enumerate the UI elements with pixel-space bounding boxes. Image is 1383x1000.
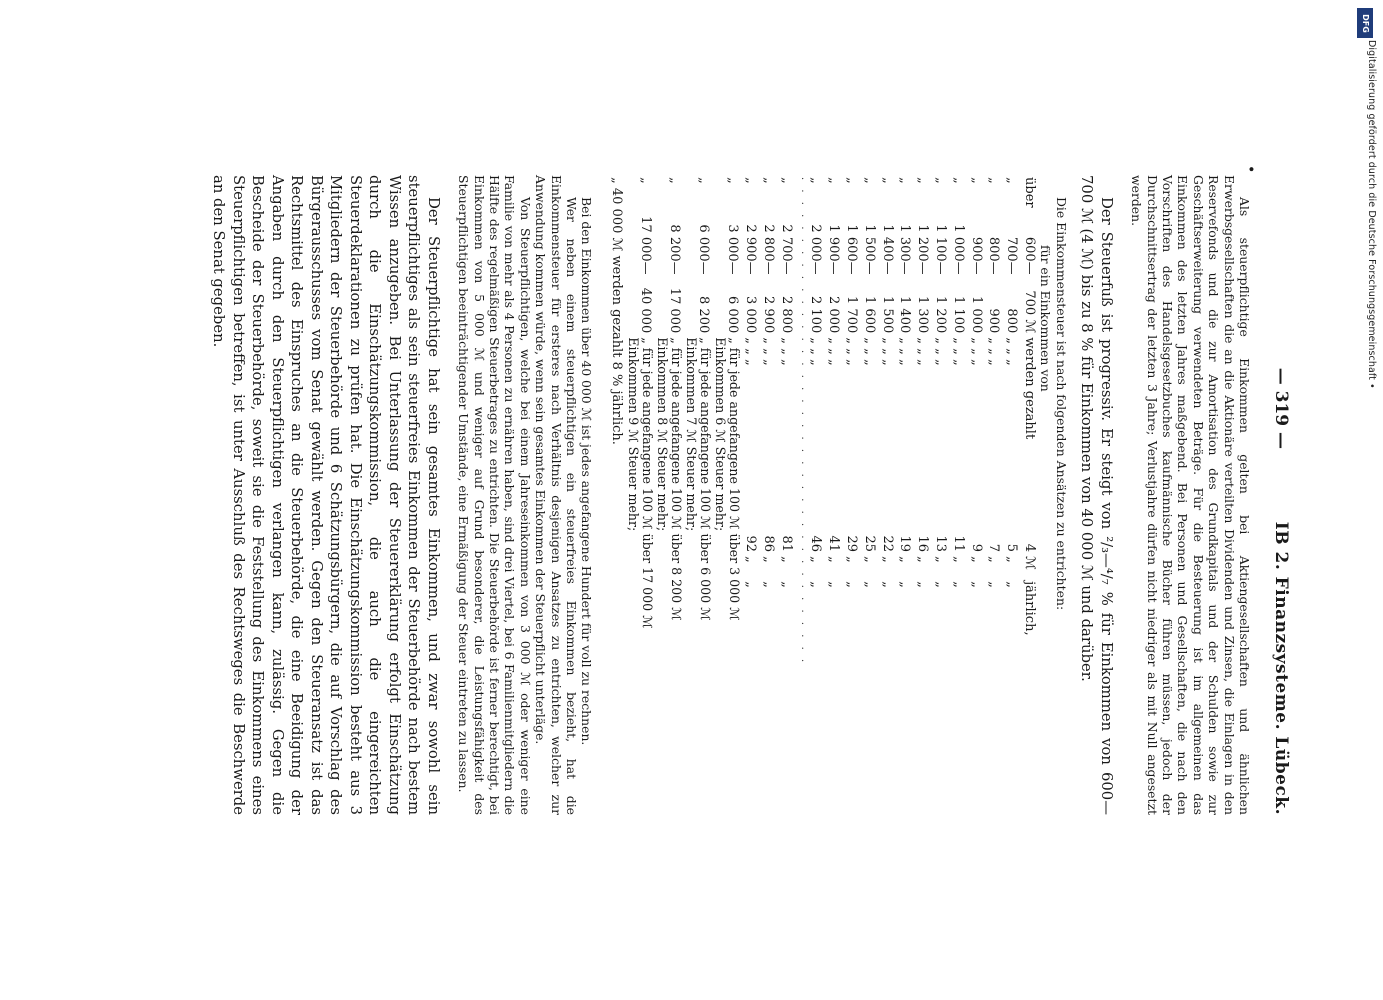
tax-amount: 4 xyxy=(1021,543,1037,553)
income-to: 1 200 xyxy=(932,296,948,334)
page-title: IB 2. Finanzsysteme. Lübeck. xyxy=(1271,521,1291,815)
row-suffix: „ xyxy=(879,581,895,588)
row-prefix: „ xyxy=(667,177,683,184)
row-suffix: „ xyxy=(760,581,776,588)
income-from: 8 200— xyxy=(667,224,683,275)
table-row xyxy=(985,175,1003,667)
tax-unit: „ xyxy=(760,556,776,563)
row-verb: „ „ „ xyxy=(861,337,877,366)
income-to: 1 500 xyxy=(879,296,895,334)
tax-unit: „ xyxy=(778,556,794,563)
row-verb: „ „ „ xyxy=(843,337,859,366)
paragraph-final: Der Steuerpflichtige hat sein gesamtes Einkommen, und zwar sowohl sein steuerpflichtiges als sein steuerfreies Einkommen der Steuerbehörde nach bestem Wissen anzugeben. Bei Unterlassung der Steuererklärung erfolgt Einschätzung durch die Einschätzungskommission, die auch die eingereichten Steuerdeklarationen zu prüfen hat. Die Einschätzungskommission besteht aus 3 Mitgliedern der Steuerbehörde und 6 Schätzungsbürgern, die auf Vorschlag des Bürgerausschusses vom Senat gewählt werden. Gegen den Steueransatz ist das Rechtsmittel des Einspruches an die Steuerbehörde, die eine Beeidigung der Angaben durch den Steuerpflichtigen verlangen kann, zulässig. Gegen die Bescheide der Steuerbehörde, soweit sie die Feststellung des Einkommens eines Steuerpflichtigen betreffen, ist unter Ausschluß des Rechtsweges die Beschwerde an den Senat gegeben. xyxy=(210,175,442,815)
row-prefix: „ xyxy=(742,177,758,184)
row-prefix: „ xyxy=(760,177,776,184)
income-from: 1 600— xyxy=(843,224,859,275)
income-to: 1 300 xyxy=(915,296,931,334)
row-prefix: „ xyxy=(861,177,877,184)
tax-amount: 13 xyxy=(932,535,948,553)
intro-paragraph: Als steuerpflichtige Einkommen gelten bei Aktiengesellschaften und ähnlichen Erwerbsgesellschaften die an die Aktionäre verteilten Dividenden und Zinsen, die Einlagen in den Reservefonds und die zur Amortisation des Grundkapitals und der Schulden sowie zur Geschäftserweiterung verwendeten Beträge. Für die Besteuerung ist im allgemeinen das Einkommen des letzten Jahres maßgebend. Bei Personen und Gesellschaften, die nach den Vorschriften des Handelsgesetzbuches kaufmännische Bücher führen müssen, jedoch der Durchschnittsertrag der letzten 3 Jahre; Verlustjahre dürfen nicht niedriger als mit Null angesetzt werden. xyxy=(1129,175,1252,815)
row-verb: „ „ „ xyxy=(915,337,931,366)
paragraph-hundert: Bei den Einkommen über 40 000 ℳ ist jedes angefangene Hundert für voll zu rechnen. xyxy=(579,197,595,746)
tax-amount: 22 xyxy=(879,535,895,553)
tax-unit: „ xyxy=(826,556,842,563)
table-row-final xyxy=(607,175,625,667)
income-from: 1 200— xyxy=(915,224,931,275)
row-prefix: „ xyxy=(725,177,741,184)
table-row xyxy=(949,175,967,667)
page-content xyxy=(209,175,1291,815)
income-to: 6 000 xyxy=(725,296,741,334)
row-suffix: „ xyxy=(778,581,794,588)
page-header xyxy=(1262,175,1291,815)
row-suffix: „ xyxy=(915,581,931,588)
income-to: 3 000 xyxy=(742,296,758,334)
tax-unit: „ xyxy=(808,556,824,563)
row-prefix: „ xyxy=(843,177,859,184)
income-to: 1 700 xyxy=(843,296,859,334)
tax-unit: „ xyxy=(843,556,859,563)
row-verb: „ „ „ xyxy=(968,337,984,366)
table-row xyxy=(625,175,654,667)
tax-rate-table xyxy=(607,175,1038,667)
page-number: — 319 — xyxy=(1271,367,1291,450)
row-prefix: „ xyxy=(950,177,966,184)
income-to: 17 000 xyxy=(667,287,683,334)
tax-amount: 81 xyxy=(778,535,794,553)
tax-unit: „ xyxy=(915,556,931,563)
row-prefix: „ xyxy=(826,177,842,184)
row-prefix: „ xyxy=(932,177,948,184)
paragraph-neben: Wer neben einem steuerpflichtigen ein steuerfreies Einkommen bezieht, hat die Einkommensteuer für ersteres nach Verhältnis desjenigen Ansatzes zu entrichten, welcher zur Anwendung kommen würde, wenn sein gesamtes Einkommen der Steuerpflicht unterläge. xyxy=(533,175,579,815)
row-prefix: „ xyxy=(897,177,913,184)
table-row xyxy=(1020,175,1038,667)
row-verb: „ „ „ xyxy=(1004,337,1020,366)
row-prefix: „ xyxy=(696,177,712,184)
income-to: 40 000 xyxy=(638,287,654,334)
digitization-credit: Digitalisierung gefördert durch die Deutsche Forschungsgemeinschaft • xyxy=(1366,40,1377,389)
income-to: 900 xyxy=(986,308,1002,334)
table-row xyxy=(777,175,795,667)
row-prefix: über xyxy=(1021,177,1037,208)
tax-amount: 92 xyxy=(742,535,758,553)
row-verb: „ „ „ xyxy=(950,337,966,366)
row-prefix: „ xyxy=(986,177,1002,184)
bullet-mark: • xyxy=(1242,165,1258,174)
table-row xyxy=(683,175,712,667)
income-to: 1 100 xyxy=(950,296,966,334)
tax-amount: 86 xyxy=(760,535,776,553)
tax-unit: „ xyxy=(861,556,877,563)
progressive-paragraph: Der Steuerfuß ist progressiv. Er steigt von ²/₃—⁴/₇ % für Einkommen von 600—700 ℳ (4 ℳ) bis zu 8 % für Einkommen von 40 000 ℳ und darüber. xyxy=(1078,175,1115,815)
row-suffix: „ xyxy=(950,581,966,588)
tax-amount: 41 xyxy=(826,535,842,553)
income-from: 1 000— xyxy=(950,224,966,275)
row-verb: „ „ „ xyxy=(826,337,842,366)
row-prefix: „ xyxy=(638,177,654,184)
income-from: 1 100— xyxy=(932,224,948,275)
tax-amount: 46 xyxy=(808,535,824,553)
row-verb: werden gezahlt xyxy=(1021,337,1037,440)
row-suffix: „ xyxy=(932,581,948,588)
row-suffix: „ xyxy=(968,581,984,588)
dfg-logo: DFG xyxy=(1357,8,1373,38)
table-row xyxy=(913,175,931,667)
row-suffix: „ xyxy=(843,581,859,588)
table-ellipsis-row: · · · · · · · · · · · · · · · · · · · · · · · · · · · · · · · · · · · · · · · · xyxy=(795,177,807,666)
tax-unit: „ xyxy=(950,556,966,563)
table-row xyxy=(842,175,860,667)
row-suffix: „ xyxy=(742,581,758,588)
income-from: 1 400— xyxy=(879,224,895,275)
row-prefix: „ xyxy=(1004,177,1020,184)
tax-unit: „ xyxy=(742,556,758,563)
income-from: 2 700— xyxy=(778,224,794,275)
row-prefix: „ xyxy=(968,177,984,184)
table-row xyxy=(741,175,759,667)
income-from: 2 900— xyxy=(742,224,758,275)
income-from: 3 000— xyxy=(725,224,741,275)
table-row xyxy=(931,175,949,667)
table-row xyxy=(967,175,985,667)
income-from: 600— xyxy=(1021,236,1037,275)
row-suffix: „ xyxy=(1004,581,1020,588)
tax-amount: 29 xyxy=(843,535,859,553)
row-verb: „ „ „ xyxy=(879,337,895,366)
row-verb: „ „ „ xyxy=(932,337,948,366)
row-prefix: „ xyxy=(915,177,931,184)
tax-unit: ℳ xyxy=(1021,556,1037,570)
income-to: 700 ℳ xyxy=(1021,290,1037,334)
table-subhead: für ein Einkommen von xyxy=(1038,245,1054,392)
row-suffix: „ xyxy=(826,581,842,588)
income-to: 2 100 xyxy=(808,296,824,334)
row-verb: „ „ „ xyxy=(742,337,758,366)
table-row xyxy=(860,175,878,667)
tax-amount: 19 xyxy=(897,535,913,553)
income-to: 2 900 xyxy=(760,296,776,334)
income-to: 1 400 xyxy=(897,296,913,334)
tax-amount: 16 xyxy=(915,535,931,553)
paragraph-familie: Von Steuerpflichtigen, welche bei einem Jahreseinkommen von 3 000 ℳ oder weniger eine Familie von mehr als 4 Personen zu ernähren haben, sind drei Viertel, bei 6 Familienmitgliedern die Hälfte des regelmäßigen Steuerbetrages zu entrichten. Die Steuerbehörde ist ferner berechtigt, bei Einkommen von 5 000 ℳ und weniger auf Grund besonderer, die Leistungsfähigkeit des Steuerpflichtigen beeinträchtigender Umstände, eine Ermäßigung der Steuer eintreten zu lassen. xyxy=(456,175,533,815)
row-verb: „ „ „ xyxy=(986,337,1002,366)
row-suffix: „ xyxy=(897,581,913,588)
row-suffix: „ xyxy=(861,581,877,588)
tax-unit: „ xyxy=(1004,556,1020,563)
income-to: 1 600 xyxy=(861,296,877,334)
income-from: 17 000— xyxy=(638,216,654,275)
income-from: 6 000— xyxy=(696,224,712,275)
income-from: 1 300— xyxy=(897,224,913,275)
row-note: „ für jede angefangene 100 ℳ über 3 000 ℳ Einkommen 6 ℳ Steuer mehr; xyxy=(712,337,743,621)
income-from: 2 800— xyxy=(760,224,776,275)
tax-unit: „ xyxy=(879,556,895,563)
row-suffix: „ xyxy=(808,581,824,588)
income-to: 1 000 xyxy=(968,296,984,334)
tax-amount: 5 xyxy=(1004,543,1020,553)
tax-unit: „ xyxy=(897,556,913,563)
tax-amount: 9 xyxy=(968,543,984,553)
row-verb: „ „ „ xyxy=(808,337,824,366)
table-intro: Die Einkommensteuer ist nach folgenden Ansätzen zu entrichten: xyxy=(1053,197,1069,611)
final-row-text: „ 40 000 ℳ werden gezahlt 8 % jährlich. xyxy=(609,177,625,445)
tax-unit: „ xyxy=(968,556,984,563)
row-prefix: „ xyxy=(778,177,794,184)
income-from: 800— xyxy=(986,236,1002,275)
row-prefix: „ xyxy=(808,177,824,184)
income-to: 2 000 xyxy=(826,296,842,334)
income-to: 800 xyxy=(1004,308,1020,334)
income-from: 1 500— xyxy=(861,224,877,275)
tax-unit: „ xyxy=(986,556,1002,563)
table-row xyxy=(807,175,825,667)
row-verb: „ „ „ xyxy=(778,337,794,366)
row-note: „ für jede angefangene 100 ℳ über 17 000 ℳ Einkommen 9 ℳ Steuer mehr; xyxy=(625,337,656,629)
tax-amount: 11 xyxy=(950,535,966,553)
table-row xyxy=(896,175,914,667)
row-prefix: „ xyxy=(879,177,895,184)
income-from: 2 000— xyxy=(808,224,824,275)
table-row xyxy=(878,175,896,667)
income-from: 700— xyxy=(1004,236,1020,275)
row-suffix: jährlich, xyxy=(1021,581,1037,636)
table-row xyxy=(759,175,777,667)
row-verb: „ „ „ xyxy=(897,337,913,366)
row-suffix: „ xyxy=(986,581,1002,588)
row-note: „ für jede angefangene 100 ℳ über 6 000 ℳ Einkommen 7 ℳ Steuer mehr; xyxy=(683,337,714,621)
row-note: „ für jede angefangene 100 ℳ über 8 200 ℳ Einkommen 8 ℳ Steuer mehr; xyxy=(654,337,685,621)
tax-amount: 25 xyxy=(861,535,877,553)
table-row xyxy=(1002,175,1020,667)
table-row xyxy=(824,175,842,667)
table-row xyxy=(654,175,683,667)
row-verb: „ „ „ xyxy=(760,337,776,366)
income-from: 1 900— xyxy=(826,224,842,275)
income-to: 8 200 xyxy=(696,296,712,334)
income-to: 2 800 xyxy=(778,296,794,334)
table-row xyxy=(712,175,741,667)
tax-amount: 7 xyxy=(986,543,1002,553)
tax-unit: „ xyxy=(932,556,948,563)
income-from: 900— xyxy=(968,236,984,275)
